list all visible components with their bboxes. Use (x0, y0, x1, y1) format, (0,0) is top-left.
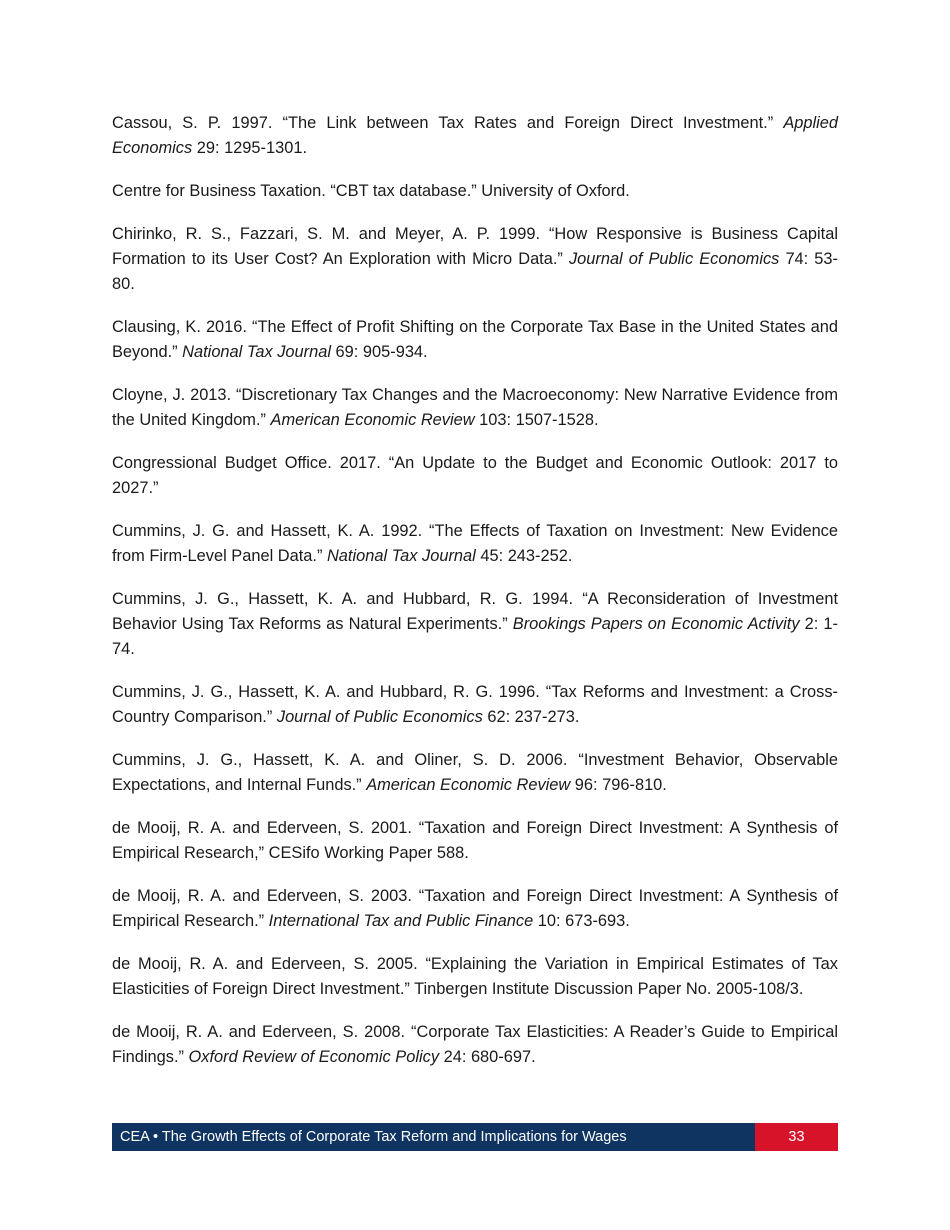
reference-volume: 45: 243-252. (475, 547, 573, 565)
journal-title: National Tax Journal (326, 547, 476, 565)
reference-text: Cassou, S. P. 1997. “The Link between Tax Rates and Foreign Direct Investment.” (112, 114, 784, 132)
footer-title: CEA • The Growth Effects of Corporate Tax Reform and Implications for Wages (112, 1123, 755, 1151)
reference-text: Cummins, J. G., Hassett, K. A. and Hubbard, R. G. 1994. “A Reconsideration of Investment Behavior Using Tax Reforms as Natural Experiments.” (112, 590, 838, 633)
reference-text: Cummins, J. G., Hassett, K. A. and Hubbard, R. G. 1996. “Tax Reforms and Investment: a Cross-Country Comparison.” (112, 683, 838, 726)
reference-entry (112, 383, 838, 433)
reference-volume: 103: 1507-1528. (474, 411, 599, 429)
reference-text: Chirinko, R. S., Fazzari, S. M. and Meyer, A. P. 1999. “How Responsive is Business Capital Formation to its User Cost? An Exploration with Micro Data.” (112, 225, 838, 268)
reference-volume: 74: 53-80. (112, 250, 838, 293)
reference-text: de Mooij, R. A. and Ederveen, S. 2001. “Taxation and Foreign Direct Investment: A Synthesis of Empirical Research,” CESifo Working Paper 588. (112, 819, 838, 862)
reference-entry (112, 884, 838, 934)
reference-entry (112, 315, 838, 365)
journal-title: Journal of Public Economics (276, 708, 483, 726)
journal-title: American Economic Review (366, 776, 571, 794)
reference-text: de Mooij, R. A. and Ederveen, S. 2005. “Explaining the Variation in Empirical Estimates of Tax Elasticities of Foreign Direct Investment.” Tinbergen Institute Discussion Paper No. 2005-108/3. (112, 955, 838, 998)
reference-text: Cummins, J. G., Hassett, K. A. and Oliner, S. D. 2006. “Investment Behavior, Observable Expectations, and Internal Funds.” (112, 751, 838, 794)
journal-title: American Economic Review (270, 411, 475, 429)
journal-title: Applied Economics (112, 114, 838, 157)
reference-entry (112, 748, 838, 798)
reference-entry (112, 952, 838, 1002)
reference-entry (112, 519, 838, 569)
reference-entry (112, 179, 838, 204)
reference-entry (112, 451, 838, 501)
reference-volume: 69: 905-934. (331, 343, 428, 361)
reference-volume: 10: 673-693. (533, 912, 630, 930)
reference-entry (112, 587, 838, 662)
reference-volume: 62: 237-273. (482, 708, 580, 726)
reference-volume: 96: 796-810. (570, 776, 667, 794)
page-number: 33 (755, 1123, 838, 1151)
journal-title: International Tax and Public Finance (268, 912, 534, 930)
reference-entry (112, 1020, 838, 1070)
reference-entry (112, 816, 838, 866)
journal-title: Oxford Review of Economic Policy (188, 1048, 440, 1066)
journal-title: National Tax Journal (182, 343, 331, 361)
reference-text: de Mooij, R. A. and Ederveen, S. 2008. “Corporate Tax Elasticities: A Reader’s Guide to Empirical Findings.” (112, 1023, 838, 1066)
reference-text: Cloyne, J. 2013. “Discretionary Tax Changes and the Macroeconomy: New Narrative Evidence from the United Kingdom.” (112, 386, 838, 429)
reference-volume: 2: 1-74. (112, 615, 838, 658)
reference-volume: 24: 680-697. (439, 1048, 536, 1066)
reference-entry (112, 111, 838, 161)
reference-text: Congressional Budget Office. 2017. “An Update to the Budget and Economic Outlook: 2017 to 2027.” (112, 454, 838, 497)
reference-list (112, 111, 838, 1088)
reference-volume: 29: 1295-1301. (192, 139, 308, 157)
reference-text: Centre for Business Taxation. “CBT tax database.” University of Oxford. (112, 182, 630, 200)
reference-text: Cummins, J. G. and Hassett, K. A. 1992. “The Effects of Taxation on Investment: New Evidence from Firm-Level Panel Data.” (112, 522, 838, 565)
reference-entry (112, 222, 838, 297)
page-footer (112, 1123, 838, 1151)
reference-text: de Mooij, R. A. and Ederveen, S. 2003. “Taxation and Foreign Direct Investment: A Synthesis of Empirical Research.” (112, 887, 838, 930)
reference-text: Clausing, K. 2016. “The Effect of Profit Shifting on the Corporate Tax Base in the United States and Beyond.” (112, 318, 838, 361)
journal-title: Journal of Public Economics (568, 250, 780, 268)
journal-title: Brookings Papers on Economic Activity (512, 615, 800, 633)
reference-entry (112, 680, 838, 730)
